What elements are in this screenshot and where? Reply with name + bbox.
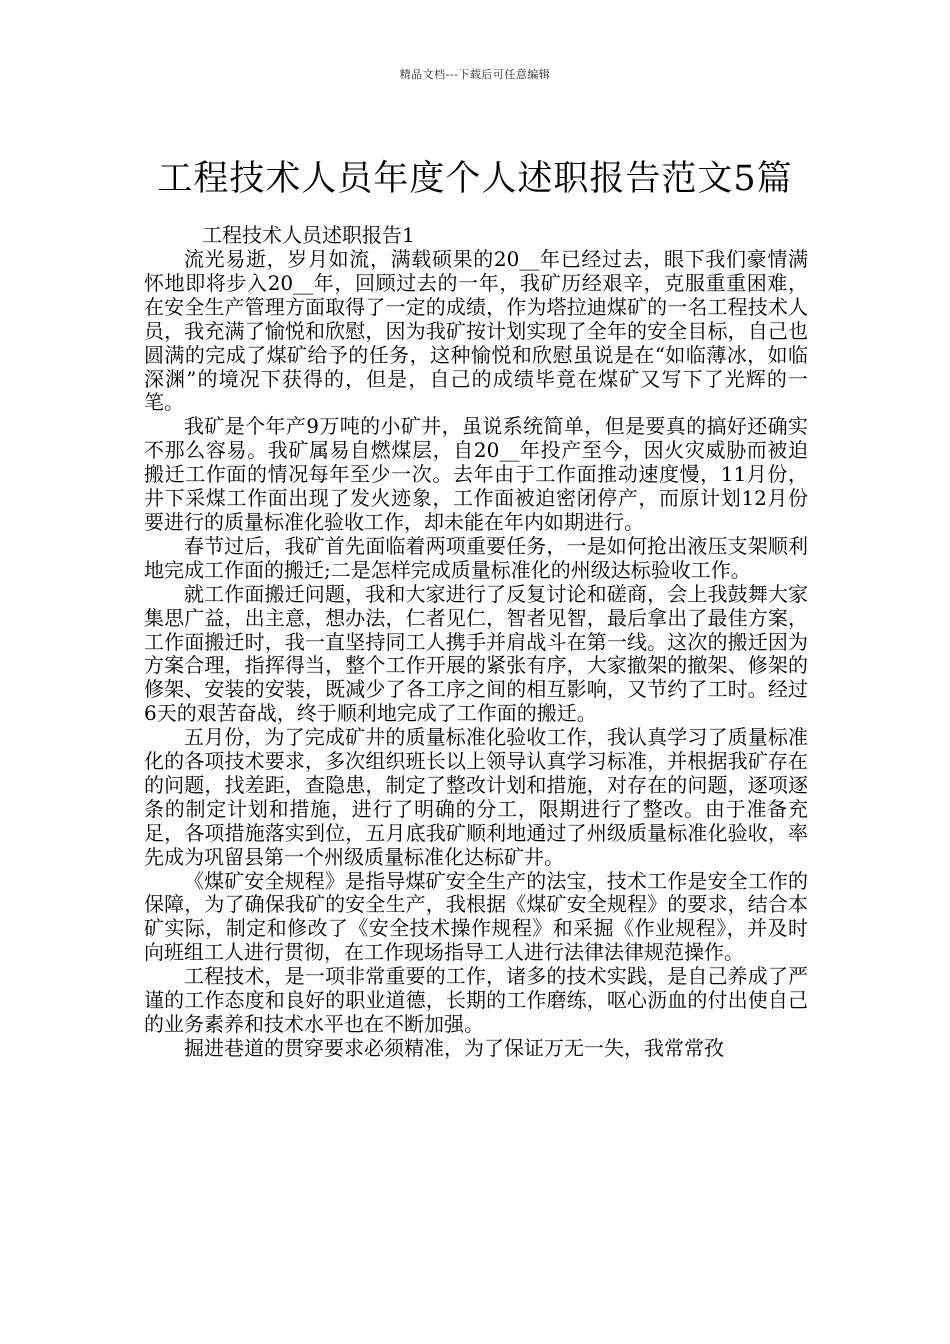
paragraph-7: 工程技术，是一项非常重要的工作，诸多的技术实践，是自己养成了严谨的工作态度和良好的职业道德，长期的工作磨练，呕心沥血的付出使自己的业务素养和技术水平也在不断加强。: [144, 964, 808, 1036]
paragraph-3: 春节过后，我矿首先面临着两项重要任务，一是如何抢出液压支架顺利地完成工作面的搬迁;二是怎样完成质量标准化的州级达标验收工作。: [144, 533, 808, 582]
paragraph-1: 流光易逝，岁月如流，满载硕果的20__年已经过去，眼下我们豪情满怀地即将步入20__年，回顾过去的一年，我矿历经艰辛，克服重重困难，在安全生产管理方面取得了一定的成绩，作为塔拉迪煤矿的一名工程技术人员，我充满了愉悦和欣慰，因为我矿按计划实现了全年的安全目标，自己也圆满的完成了煤矿给予的任务，这种愉悦和欣慰虽说是在“如临薄冰，如临深渊”的境况下获得的，但是，自己的成绩毕竟在煤矿又写下了光辉的一笔。: [144, 247, 808, 415]
document-body: [144, 222, 808, 1061]
paragraph-8: 掘进巷道的贯穿要求必须精准，为了保证万无一失，我常常孜: [184, 1035, 724, 1060]
section-heading: 工程技术人员述职报告1: [202, 223, 415, 247]
paragraph-2: 我矿是个年产9万吨的小矿井，虽说系统简单，但是要真的搞好还确实不那么容易。我矿属易自燃煤层，自20__年投产至今，因火灾威胁而被迫搬迁工作面的情况每年至少一次。去年由于工作面推动速度慢，11月份，井下采煤工作面出现了发火迹象，工作面被迫密闭停产，而原计划12月份要进行的质量标准化验收工作，却未能在年内如期进行。: [144, 414, 808, 534]
header-note: 精品文档---下载后可任意编辑: [399, 68, 551, 81]
paragraph-4: 就工作面搬迁问题，我和大家进行了反复讨论和磋商，会上我鼓舞大家集思广益，出主意，想办法，仁者见仁，智者见智，最后拿出了最佳方案，工作面搬迁时，我一直坚持同工人携手并肩战斗在第一线。这次的搬迁因为方案合理，指挥得当，整个工作开展的紧张有序，大家撤架的撤架、修架的修架、安装的安装，既减少了各工序之间的相互影响，又节约了工时。经过6天的艰苦奋战，终于顺利地完成了工作面的搬迁。: [144, 581, 808, 726]
paragraph-6: 《煤矿安全规程》是指导煤矿安全生产的法宝，技术工作是安全工作的保障，为了确保我矿的安全生产，我根据《煤矿安全规程》的要求，结合本矿实际，制定和修改了《安全技术操作规程》和采掘《作业规程》，并及时向班组工人进行贯彻，在工作现场指导工人进行法律法律规范操作。: [144, 868, 808, 965]
page-title: 工程技术人员年度个人述职报告范文5篇: [157, 159, 793, 200]
paragraph-5: 五月份，为了完成矿井的质量标准化验收工作，我认真学习了质量标准化的各项技术要求，多次组织班长以上领导认真学习标准，并根据我矿存在的问题，找差距，查隐患，制定了整改计划和措施，对存在的问题，逐项逐条的制定计划和措施，进行了明确的分工，限期进行了整改。由于准备充足，各项措施落实到位，五月底我矿顺利地通过了州级质量标准化验收，率先成为巩留县第一个州级质量标准化达标矿井。: [144, 725, 808, 869]
